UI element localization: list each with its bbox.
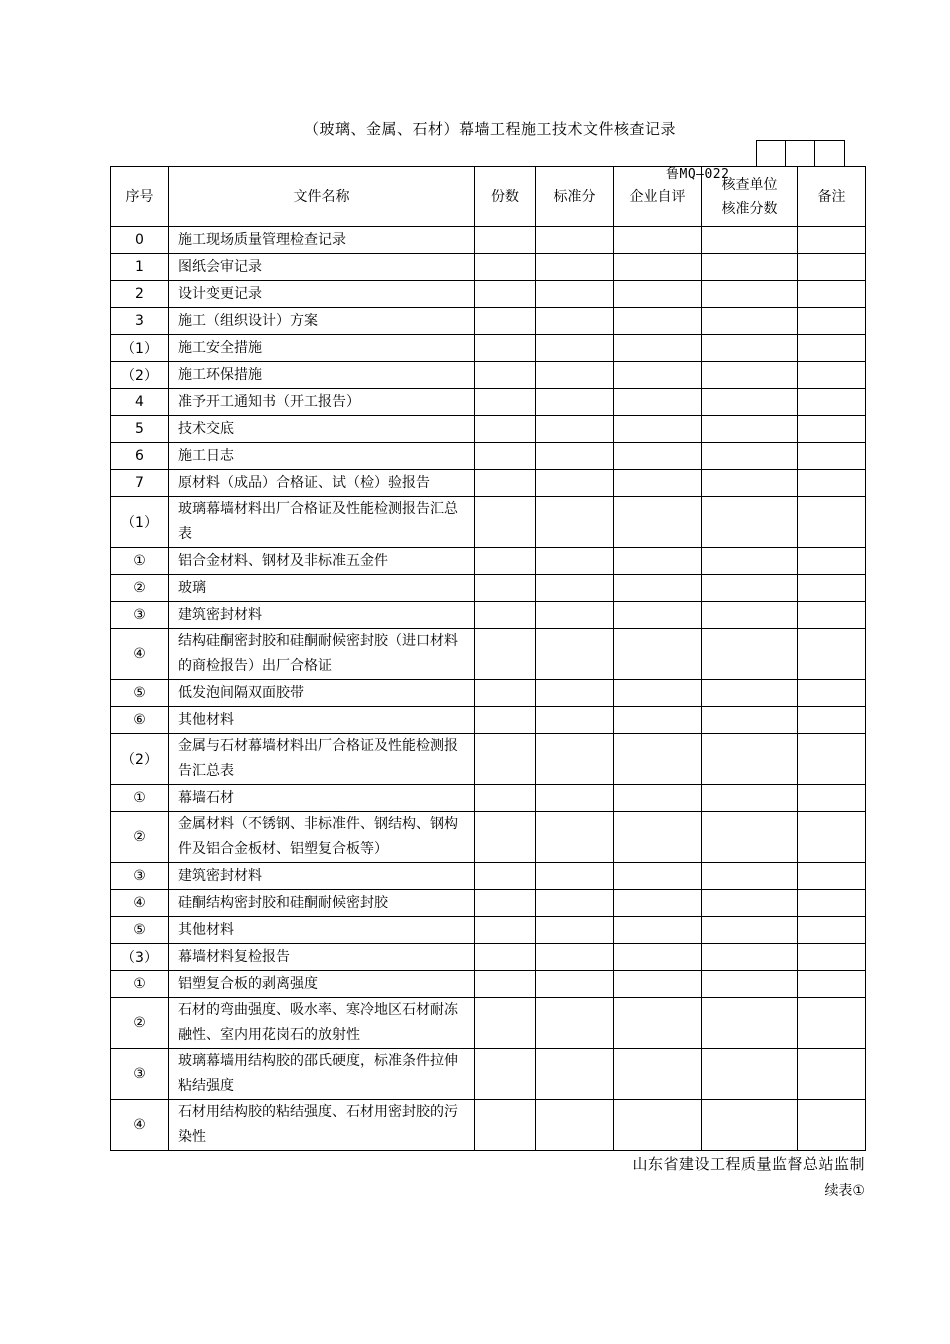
row-verified-score-cell <box>702 1100 798 1151</box>
row-self-eval-cell <box>614 998 702 1049</box>
row-file-name: 图纸会审记录 <box>169 254 475 281</box>
row-seq: ① <box>111 548 169 575</box>
row-copies-cell <box>475 281 536 308</box>
row-file-name: 原材料（成品）合格证、试（检）验报告 <box>169 470 475 497</box>
row-seq: 4 <box>111 389 169 416</box>
row-copies-cell <box>475 362 536 389</box>
row-remark-cell <box>798 602 866 629</box>
table-row <box>111 680 866 707</box>
row-verified-score-cell <box>702 335 798 362</box>
row-verified-score-cell <box>702 890 798 917</box>
table-row <box>111 629 866 680</box>
row-standard-score-cell <box>536 971 614 998</box>
row-self-eval-cell <box>614 785 702 812</box>
table-row <box>111 497 866 548</box>
row-self-eval-cell <box>614 944 702 971</box>
row-seq: ⑤ <box>111 917 169 944</box>
row-file-name: 施工环保措施 <box>169 362 475 389</box>
row-copies-cell <box>475 812 536 863</box>
row-verified-score-cell <box>702 863 798 890</box>
row-seq: （2） <box>111 362 169 389</box>
row-file-name: 设计变更记录 <box>169 281 475 308</box>
row-remark-cell <box>798 944 866 971</box>
table-row <box>111 602 866 629</box>
table-row <box>111 971 866 998</box>
row-seq: ④ <box>111 629 169 680</box>
row-standard-score-cell <box>536 227 614 254</box>
row-seq: 7 <box>111 470 169 497</box>
row-standard-score-cell <box>536 548 614 575</box>
row-file-name: 结构硅酮密封胶和硅酮耐候密封胶（进口材料的商检报告）出厂合格证 <box>169 629 475 680</box>
row-copies-cell <box>475 548 536 575</box>
row-copies-cell <box>475 254 536 281</box>
row-self-eval-cell <box>614 575 702 602</box>
row-verified-score-cell <box>702 785 798 812</box>
table-row <box>111 362 866 389</box>
row-self-eval-cell <box>614 497 702 548</box>
row-seq: ② <box>111 812 169 863</box>
row-file-name: 铝合金材料、钢材及非标准五金件 <box>169 548 475 575</box>
row-standard-score-cell <box>536 785 614 812</box>
row-self-eval-cell <box>614 254 702 281</box>
row-verified-score-cell <box>702 812 798 863</box>
footer-continuation: 续表① <box>824 1183 865 1199</box>
row-self-eval-cell <box>614 890 702 917</box>
row-copies-cell <box>475 308 536 335</box>
row-remark-cell <box>798 443 866 470</box>
row-seq: ⑥ <box>111 707 169 734</box>
row-standard-score-cell <box>536 944 614 971</box>
row-seq: ② <box>111 575 169 602</box>
table-row <box>111 785 866 812</box>
footer-organization: 山东省建设工程质量监督总站监制 <box>632 1155 865 1173</box>
row-standard-score-cell <box>536 602 614 629</box>
row-verified-score-cell <box>702 629 798 680</box>
row-standard-score-cell <box>536 335 614 362</box>
code-box <box>786 141 815 167</box>
form-code: 鲁MQ—022 <box>666 167 730 182</box>
header-copies: 份数 <box>475 167 536 227</box>
row-file-name: 玻璃 <box>169 575 475 602</box>
row-seq: ① <box>111 971 169 998</box>
row-self-eval-cell <box>614 1100 702 1151</box>
row-file-name: 施工安全措施 <box>169 335 475 362</box>
row-copies-cell <box>475 971 536 998</box>
row-copies-cell <box>475 416 536 443</box>
row-remark-cell <box>798 734 866 785</box>
row-file-name: 其他材料 <box>169 707 475 734</box>
row-verified-score-cell <box>702 917 798 944</box>
row-file-name: 金属与石材幕墙材料出厂合格证及性能检测报告汇总表 <box>169 734 475 785</box>
row-copies-cell <box>475 389 536 416</box>
row-self-eval-cell <box>614 281 702 308</box>
row-standard-score-cell <box>536 416 614 443</box>
table-row <box>111 548 866 575</box>
row-copies-cell <box>475 335 536 362</box>
row-remark-cell <box>798 1049 866 1100</box>
header-remark: 备注 <box>798 167 866 227</box>
row-remark-cell <box>798 785 866 812</box>
row-verified-score-cell <box>702 971 798 998</box>
row-seq: ③ <box>111 602 169 629</box>
row-standard-score-cell <box>536 707 614 734</box>
row-standard-score-cell <box>536 254 614 281</box>
row-standard-score-cell <box>536 734 614 785</box>
inspection-table <box>110 166 866 1151</box>
table-row <box>111 707 866 734</box>
row-remark-cell <box>798 629 866 680</box>
row-standard-score-cell <box>536 497 614 548</box>
row-self-eval-cell <box>614 707 702 734</box>
row-copies-cell <box>475 443 536 470</box>
row-self-eval-cell <box>614 416 702 443</box>
row-file-name: 建筑密封材料 <box>169 602 475 629</box>
row-self-eval-cell <box>614 362 702 389</box>
row-self-eval-cell <box>614 602 702 629</box>
header-file-name: 文件名称 <box>169 167 475 227</box>
row-seq: 5 <box>111 416 169 443</box>
row-seq: ④ <box>111 890 169 917</box>
table-row <box>111 1100 866 1151</box>
row-copies-cell <box>475 575 536 602</box>
table-row <box>111 227 866 254</box>
row-standard-score-cell <box>536 470 614 497</box>
row-self-eval-cell <box>614 308 702 335</box>
row-file-name: 施工（组织设计）方案 <box>169 308 475 335</box>
row-copies-cell <box>475 863 536 890</box>
row-seq: ① <box>111 785 169 812</box>
table-row <box>111 812 866 863</box>
row-verified-score-cell <box>702 362 798 389</box>
row-copies-cell <box>475 707 536 734</box>
row-standard-score-cell <box>536 863 614 890</box>
form-code-boxes <box>756 140 845 167</box>
row-remark-cell <box>798 281 866 308</box>
row-standard-score-cell <box>536 629 614 680</box>
row-self-eval-cell <box>614 227 702 254</box>
row-verified-score-cell <box>702 680 798 707</box>
row-standard-score-cell <box>536 281 614 308</box>
row-remark-cell <box>798 998 866 1049</box>
row-remark-cell <box>798 362 866 389</box>
row-verified-score-cell <box>702 1049 798 1100</box>
row-standard-score-cell <box>536 917 614 944</box>
row-copies-cell <box>475 680 536 707</box>
row-file-name: 低发泡间隔双面胶带 <box>169 680 475 707</box>
table-row <box>111 734 866 785</box>
row-seq: 1 <box>111 254 169 281</box>
header-seq: 序号 <box>111 167 169 227</box>
table-row <box>111 308 866 335</box>
row-file-name: 其他材料 <box>169 917 475 944</box>
row-file-name: 建筑密封材料 <box>169 863 475 890</box>
row-file-name: 幕墙材料复检报告 <box>169 944 475 971</box>
row-remark-cell <box>798 470 866 497</box>
row-seq: 2 <box>111 281 169 308</box>
row-file-name: 幕墙石材 <box>169 785 475 812</box>
row-copies-cell <box>475 944 536 971</box>
table-header-row <box>111 167 866 227</box>
row-remark-cell <box>798 890 866 917</box>
row-standard-score-cell <box>536 308 614 335</box>
row-standard-score-cell <box>536 890 614 917</box>
row-seq: （2） <box>111 734 169 785</box>
row-verified-score-cell <box>702 707 798 734</box>
row-file-name: 石材的弯曲强度、吸水率、寒冷地区石材耐冻融性、室内用花岗石的放射性 <box>169 998 475 1049</box>
row-self-eval-cell <box>614 335 702 362</box>
row-verified-score-cell <box>702 548 798 575</box>
row-self-eval-cell <box>614 629 702 680</box>
row-remark-cell <box>798 335 866 362</box>
table-row <box>111 1049 866 1100</box>
row-verified-score-cell <box>702 470 798 497</box>
row-remark-cell <box>798 308 866 335</box>
row-copies-cell <box>475 998 536 1049</box>
row-self-eval-cell <box>614 812 702 863</box>
row-standard-score-cell <box>536 812 614 863</box>
table-row <box>111 254 866 281</box>
row-seq: （1） <box>111 497 169 548</box>
row-verified-score-cell <box>702 998 798 1049</box>
row-verified-score-cell <box>702 575 798 602</box>
table-row <box>111 890 866 917</box>
row-copies-cell <box>475 629 536 680</box>
row-file-name: 玻璃幕墙材料出厂合格证及性能检测报告汇总表 <box>169 497 475 548</box>
row-verified-score-cell <box>702 443 798 470</box>
row-self-eval-cell <box>614 734 702 785</box>
row-file-name: 金属材料（不锈钢、非标准件、钢结构、钢构件及铝合金板材、铝塑复合板等） <box>169 812 475 863</box>
row-self-eval-cell <box>614 389 702 416</box>
row-standard-score-cell <box>536 1049 614 1100</box>
row-file-name: 硅酮结构密封胶和硅酮耐候密封胶 <box>169 890 475 917</box>
table-row <box>111 443 866 470</box>
code-box <box>815 141 844 167</box>
row-remark-cell <box>798 416 866 443</box>
row-seq: ③ <box>111 1049 169 1100</box>
row-remark-cell <box>798 863 866 890</box>
row-verified-score-cell <box>702 308 798 335</box>
table-row <box>111 470 866 497</box>
row-remark-cell <box>798 812 866 863</box>
row-self-eval-cell <box>614 680 702 707</box>
row-file-name: 准予开工通知书（开工报告） <box>169 389 475 416</box>
row-seq: ⑤ <box>111 680 169 707</box>
row-standard-score-cell <box>536 443 614 470</box>
header-self-evaluation: 企业自评 <box>614 167 702 227</box>
row-copies-cell <box>475 890 536 917</box>
table-row <box>111 998 866 1049</box>
row-seq: （3） <box>111 944 169 971</box>
header-standard-score: 标准分 <box>536 167 614 227</box>
row-copies-cell <box>475 497 536 548</box>
row-file-name: 技术交底 <box>169 416 475 443</box>
table-row <box>111 917 866 944</box>
row-file-name: 施工日志 <box>169 443 475 470</box>
row-copies-cell <box>475 470 536 497</box>
row-self-eval-cell <box>614 863 702 890</box>
row-seq: ④ <box>111 1100 169 1151</box>
code-box <box>757 141 786 167</box>
row-seq: 3 <box>111 308 169 335</box>
row-remark-cell <box>798 917 866 944</box>
row-copies-cell <box>475 785 536 812</box>
table-row <box>111 575 866 602</box>
table-row <box>111 416 866 443</box>
table-row <box>111 281 866 308</box>
row-remark-cell <box>798 680 866 707</box>
row-self-eval-cell <box>614 443 702 470</box>
row-file-name: 玻璃幕墙用结构胶的邵氏硬度，标准条件拉伸粘结强度 <box>169 1049 475 1100</box>
row-standard-score-cell <box>536 1100 614 1151</box>
row-verified-score-cell <box>702 416 798 443</box>
row-copies-cell <box>475 1049 536 1100</box>
row-remark-cell <box>798 971 866 998</box>
row-remark-cell <box>798 575 866 602</box>
row-standard-score-cell <box>536 680 614 707</box>
header-verify-line2: 核准分数 <box>721 200 778 217</box>
row-self-eval-cell <box>614 470 702 497</box>
row-verified-score-cell <box>702 227 798 254</box>
row-file-name: 石材用结构胶的粘结强度、石材用密封胶的污染性 <box>169 1100 475 1151</box>
row-copies-cell <box>475 227 536 254</box>
row-seq: ② <box>111 998 169 1049</box>
row-seq: 0 <box>111 227 169 254</box>
row-self-eval-cell <box>614 1049 702 1100</box>
row-verified-score-cell <box>702 497 798 548</box>
row-standard-score-cell <box>536 575 614 602</box>
row-remark-cell <box>798 548 866 575</box>
row-self-eval-cell <box>614 917 702 944</box>
table-body <box>111 227 866 1151</box>
row-seq: ③ <box>111 863 169 890</box>
row-verified-score-cell <box>702 602 798 629</box>
row-seq: （1） <box>111 335 169 362</box>
row-copies-cell <box>475 917 536 944</box>
row-file-name: 铝塑复合板的剥离强度 <box>169 971 475 998</box>
row-self-eval-cell <box>614 548 702 575</box>
row-standard-score-cell <box>536 998 614 1049</box>
table-row <box>111 944 866 971</box>
row-remark-cell <box>798 254 866 281</box>
row-remark-cell <box>798 1100 866 1151</box>
row-copies-cell <box>475 602 536 629</box>
row-remark-cell <box>798 707 866 734</box>
row-verified-score-cell <box>702 734 798 785</box>
row-remark-cell <box>798 389 866 416</box>
row-remark-cell <box>798 497 866 548</box>
table-row <box>111 389 866 416</box>
row-verified-score-cell <box>702 281 798 308</box>
row-copies-cell <box>475 1100 536 1151</box>
row-self-eval-cell <box>614 971 702 998</box>
row-remark-cell <box>798 227 866 254</box>
row-file-name: 施工现场质量管理检查记录 <box>169 227 475 254</box>
row-verified-score-cell <box>702 389 798 416</box>
row-standard-score-cell <box>536 362 614 389</box>
row-verified-score-cell <box>702 254 798 281</box>
row-standard-score-cell <box>536 389 614 416</box>
table-row <box>111 863 866 890</box>
table-row <box>111 335 866 362</box>
row-verified-score-cell <box>702 944 798 971</box>
row-seq: 6 <box>111 443 169 470</box>
document-title: （玻璃、金属、石材）幕墙工程施工技术文件核查记录 <box>303 120 676 138</box>
header-verify-line1: 核查单位 <box>721 176 778 193</box>
row-copies-cell <box>475 734 536 785</box>
